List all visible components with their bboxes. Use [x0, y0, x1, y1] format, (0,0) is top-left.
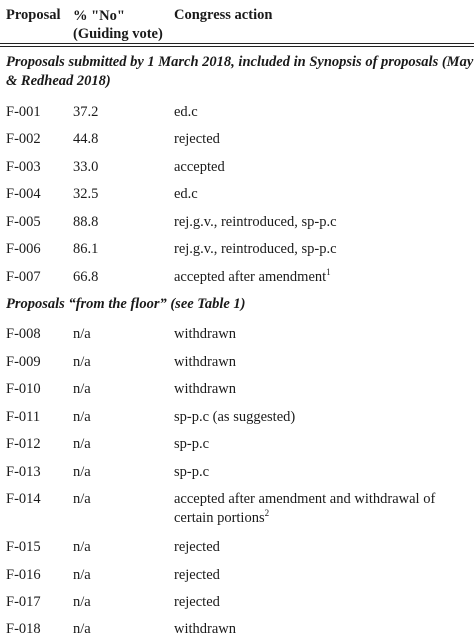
congress-action: sp-p.c [174, 436, 210, 452]
section-title-submitted [6, 53, 474, 91]
proposal-id: F-007 [6, 269, 41, 285]
footnote-marker: 2 [264, 508, 270, 519]
no-percent: n/a [73, 594, 91, 610]
no-percent: n/a [73, 491, 91, 507]
proposal-id: F-017 [6, 594, 41, 610]
proposal-id: F-008 [6, 326, 41, 342]
footnote-marker: 1 [326, 267, 331, 278]
congress-action [174, 268, 466, 287]
no-percent: n/a [73, 354, 91, 370]
congress-action: rejected [174, 131, 220, 147]
congress-action: withdrawn [174, 381, 237, 397]
congress-action: withdrawn [174, 326, 237, 342]
congress-action-text: accepted after amendment and withdrawal of [174, 491, 436, 507]
congress-action: sp-p.c [174, 464, 210, 480]
no-percent: 33.0 [73, 159, 99, 175]
table-header [0, 0, 474, 44]
no-percent: n/a [73, 326, 91, 342]
proposal-id: F-001 [6, 104, 41, 120]
header-guiding-vote-line1: % "No" [73, 8, 125, 24]
congress-action: rejected [174, 594, 220, 610]
proposal-id: F-002 [6, 131, 41, 147]
proposal-id: F-010 [6, 381, 41, 397]
proposal-id: F-003 [6, 159, 41, 175]
proposal-id: F-011 [6, 409, 41, 425]
no-percent: n/a [73, 464, 91, 480]
no-percent: n/a [73, 567, 91, 583]
header-rule-bottom [0, 46, 474, 47]
congress-action: ed.c [174, 104, 198, 120]
congress-action: ed.c [174, 186, 198, 202]
proposal-id: F-006 [6, 241, 41, 257]
no-percent: n/a [73, 436, 91, 452]
no-percent: 37.2 [73, 104, 99, 120]
congress-action: accepted [174, 159, 225, 175]
header-proposal: Proposal [6, 7, 61, 23]
no-percent: 32.5 [73, 186, 99, 202]
no-percent: 86.1 [73, 241, 99, 257]
proposal-id: F-015 [6, 539, 41, 555]
proposal-id: F-009 [6, 354, 41, 370]
congress-action: sp-p.c (as suggested) [174, 409, 296, 425]
no-percent: n/a [73, 539, 91, 555]
congress-action: withdrawn [174, 354, 237, 370]
proposal-id: F-004 [6, 186, 41, 202]
congress-action-text-line2: certain portions [174, 510, 265, 526]
congress-action: rejected [174, 539, 220, 555]
congress-action: rej.g.v., reintroduced, sp-p.c [174, 241, 337, 257]
section-title-line1: Proposals submitted by 1 March 2018, included in Synopsis of proposals (May [6, 54, 474, 70]
header-congress-action: Congress action [174, 7, 273, 23]
no-percent: 44.8 [73, 131, 99, 147]
proposal-id: F-005 [6, 214, 41, 230]
congress-action: rej.g.v., reintroduced, sp-p.c [174, 214, 337, 230]
proposal-id: F-016 [6, 567, 41, 583]
no-percent: n/a [73, 381, 91, 397]
section-title-from-floor [6, 295, 474, 314]
proposal-id: F-014 [6, 491, 41, 507]
no-percent: 66.8 [73, 269, 99, 285]
congress-action: rejected [174, 567, 220, 583]
congress-action-text: accepted after amendment [174, 269, 327, 285]
section-title-line2: & Redhead 2018) [6, 73, 111, 89]
no-percent: n/a [73, 409, 91, 425]
congress-action [174, 490, 466, 528]
proposal-id: F-012 [6, 436, 41, 452]
proposal-id: F-018 [6, 621, 41, 637]
header-guiding-vote-line2: (Guiding vote) [73, 26, 163, 42]
section-title-line1: Proposals “from the floor” (see Table 1) [6, 296, 246, 312]
no-percent: 88.8 [73, 214, 99, 230]
header-rule-top [0, 43, 474, 44]
congress-action: withdrawn [174, 621, 237, 637]
header-guiding-vote [73, 7, 163, 43]
proposal-id: F-013 [6, 464, 41, 480]
no-percent: n/a [73, 621, 91, 637]
